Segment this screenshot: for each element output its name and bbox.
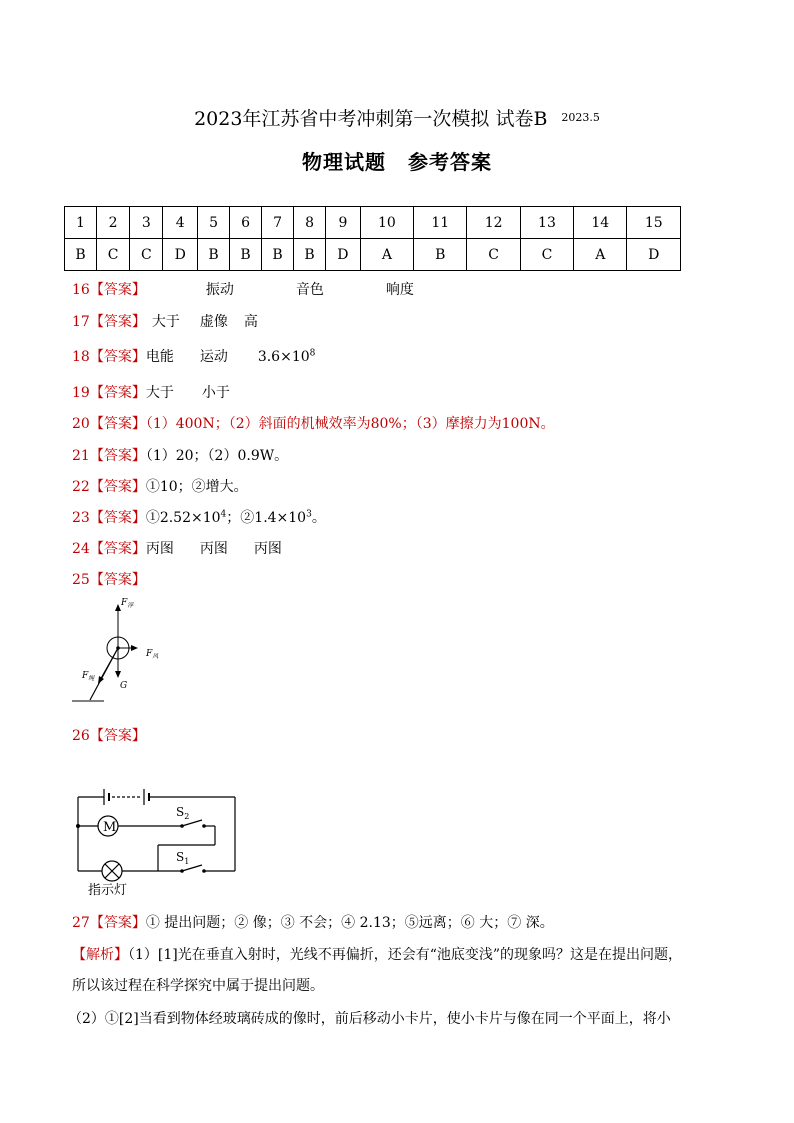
answer-line-25 — [72, 569, 146, 589]
answer-table-number-row — [65, 207, 681, 239]
table-cell: C — [467, 239, 520, 271]
question-number: 25 — [72, 572, 90, 588]
answer-line-26 — [72, 725, 146, 745]
subtitle-right: 参考答案 — [408, 150, 492, 174]
answer-text: 。 — [311, 510, 326, 526]
answer-tag: 【答案】 — [89, 282, 146, 298]
answer-value: 大于 — [145, 385, 174, 401]
answer-value: 小于 — [201, 385, 230, 401]
answer-value: 电能 — [145, 349, 174, 365]
arrowhead-icon — [115, 671, 121, 678]
table-cell: 11 — [414, 207, 467, 239]
answer-tag: 【答案】 — [89, 915, 146, 931]
table-cell: B — [230, 239, 262, 271]
question-number: 16 — [72, 282, 90, 298]
force-diagram — [64, 592, 184, 704]
gravity-label: G — [120, 681, 128, 691]
question-number: 23 — [72, 510, 90, 526]
junction-dot — [180, 869, 184, 873]
answer-tag: 【答案】 — [89, 385, 146, 401]
document-subtitle — [0, 146, 794, 175]
table-cell: D — [163, 239, 198, 271]
table-cell: C — [130, 239, 163, 271]
answer-text: ①2.52×10 — [145, 510, 221, 526]
table-cell: A — [360, 239, 413, 271]
table-cell: B — [65, 239, 97, 271]
document-title — [0, 104, 794, 131]
question-number: 21 — [72, 448, 90, 464]
circuit-diagram — [70, 786, 242, 898]
answer-table-answer-row — [65, 239, 681, 271]
question-number: 27 — [72, 915, 90, 931]
question-number: 19 — [72, 385, 90, 401]
answer-text: ①10；②增大。 — [145, 479, 248, 495]
question-number: 24 — [72, 541, 90, 557]
table-cell: 10 — [360, 207, 413, 239]
table-cell: B — [262, 239, 294, 271]
rope-force-label: $F_绳$ — [82, 671, 95, 682]
answer-value: 高 — [243, 314, 258, 330]
answer-line-17 — [72, 311, 258, 331]
table-cell: C — [97, 239, 130, 271]
question-number: 26 — [72, 728, 90, 744]
table-cell: 9 — [326, 207, 361, 239]
answer-line-20 — [72, 413, 555, 433]
answer-tag: 【答案】 — [89, 416, 146, 432]
answer-table — [64, 206, 681, 271]
table-cell: B — [414, 239, 467, 271]
answer-tag: 【答案】 — [89, 572, 146, 588]
answer-exponent: 8 — [309, 348, 316, 359]
analysis-text: （2）①[2]当看到物体经玻璃砖成的像时，前后移动小卡片，使小卡片与像在同一个平面上，将小 — [68, 1011, 671, 1027]
title-date: 2023.5 — [561, 111, 600, 124]
analysis-tag: 【解析】 — [72, 947, 128, 963]
answer-line-18 — [72, 346, 315, 366]
answer-exponent: 4 — [220, 509, 227, 520]
analysis-line-2 — [72, 975, 324, 995]
answer-value: 丙图 — [253, 541, 282, 557]
analysis-text: 所以该过程在科学探究中属于提出问题。 — [72, 978, 324, 994]
answer-text: ；②1.4×10 — [226, 510, 307, 526]
question-number: 17 — [72, 314, 90, 330]
table-cell: A — [574, 239, 627, 271]
answer-line-27 — [72, 912, 554, 932]
arrowhead-icon — [131, 645, 138, 651]
answer-tag: 【答案】 — [89, 479, 146, 495]
answer-line-23 — [72, 507, 326, 527]
table-cell: 15 — [627, 207, 681, 239]
junction-dot — [202, 869, 206, 873]
answer-value: 大于 — [151, 314, 180, 330]
answer-tag: 【答案】 — [89, 314, 146, 330]
answer-line-19 — [72, 382, 230, 402]
answer-value: 振动 — [205, 282, 234, 298]
answer-line-24 — [72, 538, 282, 558]
title-text: 2023年江苏省中考冲刺第一次模拟 试卷B — [194, 108, 548, 130]
table-cell: D — [326, 239, 361, 271]
answer-tag: 【答案】 — [89, 541, 146, 557]
question-number: 20 — [72, 416, 90, 432]
answer-value: 运动 — [199, 349, 228, 365]
lamp-caption: 指示灯 — [88, 883, 128, 898]
question-number: 22 — [72, 479, 90, 495]
switch-s2-label: $S_2$ — [176, 805, 190, 821]
answer-text: （1）400N；（2）斜面的机械效率为80%；（3）摩擦力为100N。 — [145, 416, 555, 432]
analysis-line-1 — [72, 944, 682, 964]
table-cell: B — [198, 239, 230, 271]
motor-label: M — [103, 820, 117, 835]
answer-text: ① 提出问题；② 像；③ 不会；④ 2.13；⑤远离；⑥ 大；⑦ 深。 — [145, 915, 554, 931]
wind-force-label: $F_风$ — [146, 649, 159, 660]
answer-text: （1）20；（2）0.9W。 — [145, 448, 289, 464]
table-cell: B — [294, 239, 326, 271]
table-cell: 7 — [262, 207, 294, 239]
answer-tag: 【答案】 — [89, 728, 146, 744]
subtitle-left: 物理试题 — [302, 150, 386, 174]
table-cell: 4 — [163, 207, 198, 239]
table-cell: 3 — [130, 207, 163, 239]
answer-exponent: 3 — [306, 509, 312, 520]
answer-line-21 — [72, 445, 288, 465]
answer-value: 响度 — [385, 282, 414, 298]
table-cell: 14 — [574, 207, 627, 239]
float-force-label: $F_浮$ — [121, 598, 134, 609]
table-cell: 5 — [198, 207, 230, 239]
table-cell: 12 — [467, 207, 520, 239]
table-cell: 6 — [230, 207, 262, 239]
answer-value: 丙图 — [145, 541, 174, 557]
answer-value: 丙图 — [199, 541, 228, 557]
answer-tag: 【答案】 — [89, 510, 146, 526]
rope-force-arrow — [100, 648, 118, 680]
table-cell: C — [520, 239, 573, 271]
junction-dot — [202, 824, 206, 828]
junction-dot — [76, 824, 80, 828]
table-cell: D — [627, 239, 681, 271]
answer-line-22 — [72, 476, 248, 496]
answer-tag: 【答案】 — [89, 349, 146, 365]
analysis-text: （1）[1]光在垂直入射时，光线不再偏折，还会有“池底变浅”的现象吗？这是在提出问题， — [128, 947, 683, 963]
switch-s1-label: $S_1$ — [176, 850, 190, 866]
answer-value: 3.6×10 — [257, 349, 310, 365]
junction-dot — [180, 824, 184, 828]
arrowhead-icon — [98, 676, 104, 684]
question-number: 18 — [72, 349, 90, 365]
table-cell: 8 — [294, 207, 326, 239]
table-cell: 1 — [65, 207, 97, 239]
analysis-line-3 — [68, 1008, 671, 1028]
answer-value: 音色 — [295, 282, 324, 298]
answer-line-16 — [72, 279, 414, 299]
table-cell: 2 — [97, 207, 130, 239]
table-cell: 13 — [520, 207, 573, 239]
answer-tag: 【答案】 — [89, 448, 146, 464]
answer-value: 虚像 — [199, 314, 228, 330]
